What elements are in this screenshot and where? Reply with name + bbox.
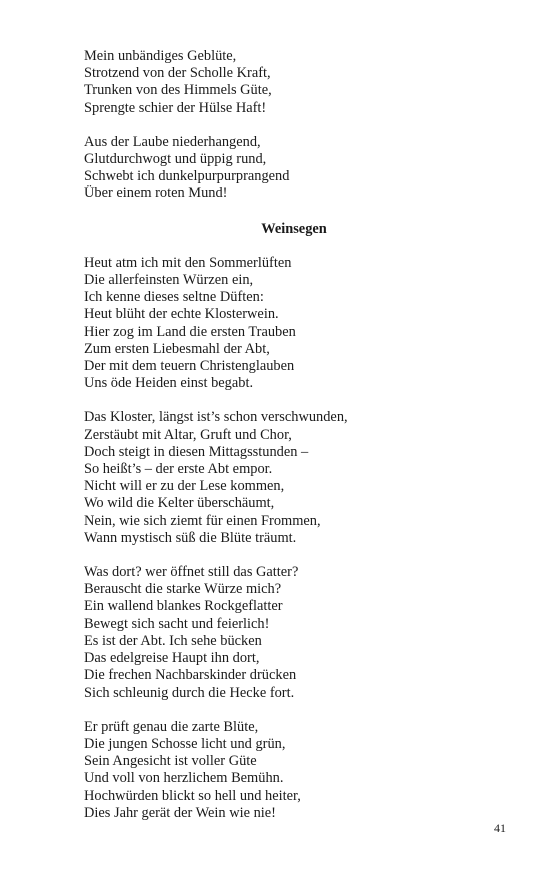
verse-line: Über einem roten Mund! <box>84 185 228 202</box>
verse-line: Was dort? wer öffnet still das Gatter? <box>84 564 299 581</box>
stanza <box>84 48 504 117</box>
verse-line: Wann mystisch süß die Blüte träumt. <box>84 529 297 546</box>
verse-line: Die allerfeinsten Würzen ein, <box>84 272 254 289</box>
verse-line: Trunken von des Himmels Güte, <box>84 82 272 99</box>
verse-line: Zum ersten Liebesmahl der Abt, <box>84 340 270 357</box>
page-number: 41 <box>494 821 506 835</box>
verse-line: So heißt’s – der erste Abt empor. <box>84 461 273 478</box>
verse-line: Wo wild die Kelter überschäumt, <box>84 495 275 512</box>
verse-line: Hier zog im Land die ersten Trauben <box>84 323 296 340</box>
verse-line: Strotzend von der Scholle Kraft, <box>84 65 271 82</box>
verse-line: Sein Angesicht ist voller Güte <box>84 753 257 770</box>
prelude-poem-ending <box>84 48 504 203</box>
verse-line: Doch steigt in diesen Mittagsstunden – <box>84 443 309 460</box>
verse-line: Dies Jahr gerät der Wein wie nie! <box>84 804 276 821</box>
verse-line: Ich kenne dieses seltne Düften: <box>84 289 264 306</box>
verse-line: Bewegt sich sacht und feierlich! <box>84 615 270 632</box>
verse-line: Es ist der Abt. Ich sehe bücken <box>84 632 262 649</box>
verse-line: Ein wallend blankes Rockgeflatter <box>84 598 283 615</box>
verse-line: Das Kloster, längst ist’s schon verschwunden, <box>84 409 348 426</box>
stanza <box>84 255 504 393</box>
verse-line: Aus der Laube niederhangend, <box>84 133 261 150</box>
verse-line: Der mit dem teuern Christenglauben <box>84 358 295 375</box>
verse-line: Das edelgreise Haupt ihn dort, <box>84 650 260 667</box>
verse-line: Nicht will er zu der Lese kommen, <box>84 478 285 495</box>
verse-line: Mein unbändiges Geblüte, <box>84 48 237 64</box>
verse-line: Glutdurchwogt und üppig rund, <box>84 151 267 168</box>
verse-line: Und voll von herzlichem Bemühn. <box>84 770 284 787</box>
poem-title: Weinsegen <box>261 220 327 237</box>
verse-line: Schwebt ich dunkelpurpurprangend <box>84 168 290 185</box>
verse-line: Heut atm ich mit den Sommerlüften <box>84 254 292 271</box>
verse-line: Zerstäubt mit Altar, Gruft und Chor, <box>84 426 292 443</box>
stanza <box>84 564 504 702</box>
stanza <box>84 409 504 547</box>
poem-weinsegen <box>84 255 504 822</box>
verse-line: Sprengte schier der Hülse Haft! <box>84 99 267 116</box>
stanza <box>84 134 504 203</box>
verse-line: Die jungen Schosse licht und grün, <box>84 735 286 752</box>
verse-line: Nein, wie sich ziemt für einen Frommen, <box>84 512 321 529</box>
page-body <box>84 48 504 839</box>
verse-line: Er prüft genau die zarte Blüte, <box>84 718 259 735</box>
verse-line: Uns öde Heiden einst begabt. <box>84 375 254 392</box>
verse-line: Sich schleunig durch die Hecke fort. <box>84 684 295 701</box>
verse-line: Heut blüht der echte Klosterwein. <box>84 306 279 323</box>
verse-line: Hochwürden blickt so hell und heiter, <box>84 787 301 804</box>
verse-line: Die frechen Nachbarskinder drücken <box>84 667 297 684</box>
stanza <box>84 719 504 822</box>
verse-line: Berauscht die starke Würze mich? <box>84 581 282 598</box>
